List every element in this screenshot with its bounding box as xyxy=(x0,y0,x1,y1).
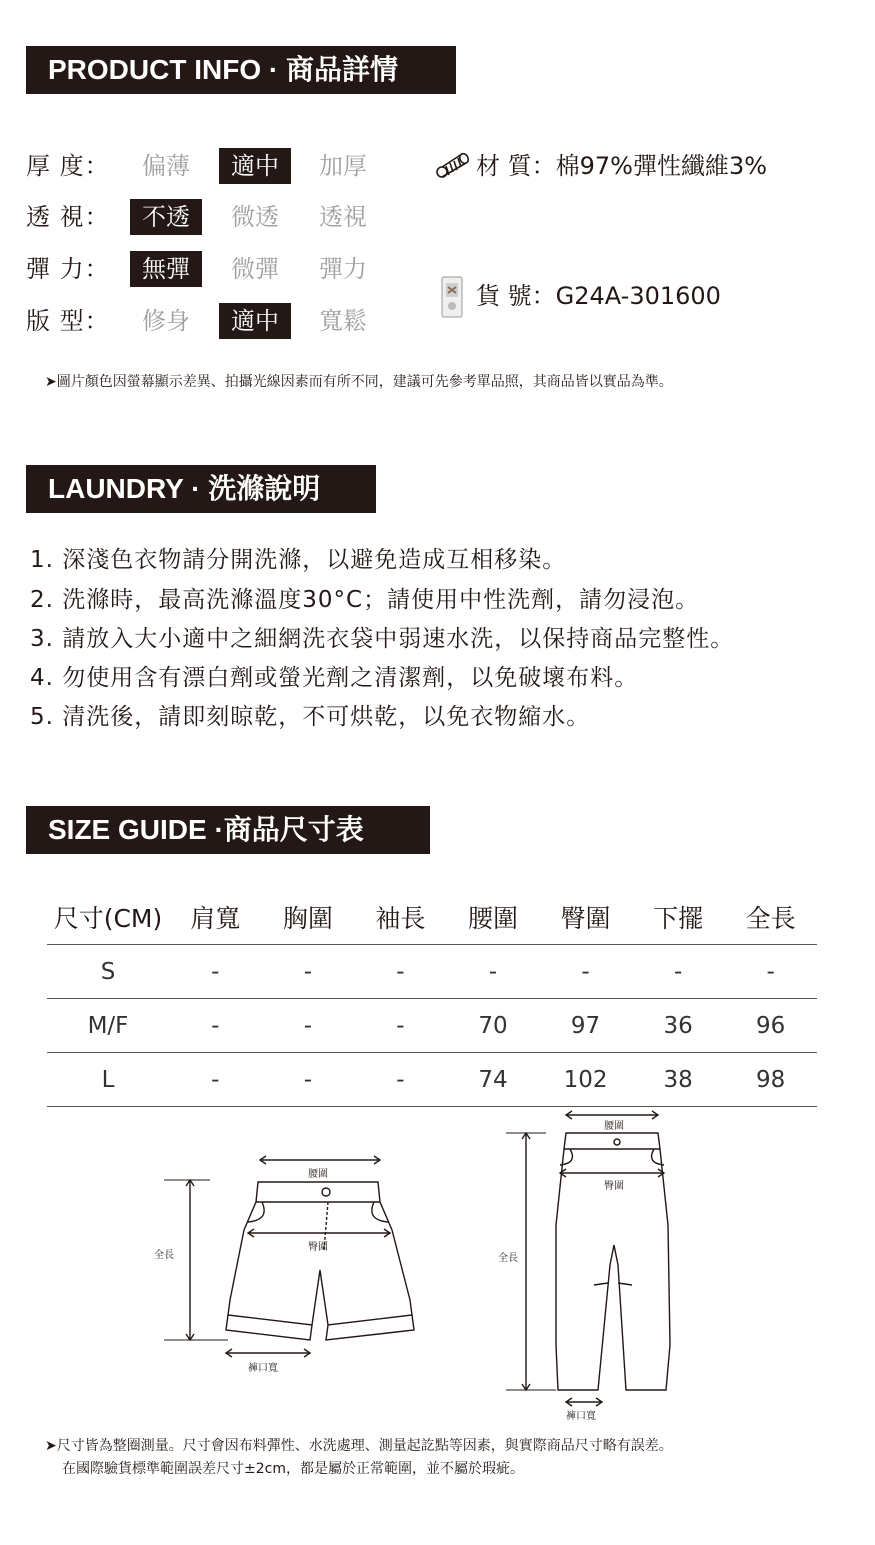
shorts-hem-label: 褲口寬 xyxy=(248,1363,278,1374)
clothing-tag-icon xyxy=(440,275,466,323)
size-disclaimer-line1: ➤尺寸皆為整圈測量。尺寸會因布料彈性、水洗處理、測量起訖點等因素，與實際商品尺寸略有誤差。 xyxy=(45,1438,673,1454)
pants-diagram xyxy=(490,1105,690,1425)
product-info-header: PRODUCT INFO · 商品詳情 xyxy=(26,46,456,94)
option-medium-selected: 適中 xyxy=(219,148,291,184)
option-no-stretch-selected: 無彈 xyxy=(130,251,202,287)
item-number-spec xyxy=(476,278,721,314)
attr-label: 透 視： xyxy=(26,203,110,231)
column-header: 肩寬 xyxy=(169,890,262,945)
shorts-length-label: 全長 xyxy=(154,1250,174,1261)
table-cell: - xyxy=(354,945,447,999)
shorts-hip-label: 臀圍 xyxy=(308,1242,328,1253)
attr-label: 版 型： xyxy=(26,307,110,335)
option-stretch: 彈力 xyxy=(319,255,367,283)
column-header: 尺寸(CM) xyxy=(47,890,169,945)
laundry-header: LAUNDRY · 洗滌說明 xyxy=(26,465,376,513)
option-thin: 偏薄 xyxy=(142,152,190,180)
table-row xyxy=(47,999,817,1053)
option-slight-sheer: 微透 xyxy=(231,203,279,231)
column-header: 胸圍 xyxy=(262,890,355,945)
size-table xyxy=(47,890,817,1107)
attr-row-transparency xyxy=(26,199,406,235)
table-cell: 96 xyxy=(724,999,817,1053)
table-cell: 38 xyxy=(632,1053,725,1107)
laundry-item: 4. 勿使用含有漂白劑或螢光劑之清潔劑，以免破壞布料。 xyxy=(30,665,639,691)
table-cell: 97 xyxy=(539,999,632,1053)
option-sheer: 透視 xyxy=(319,203,367,231)
item-number-label: 貨 號： xyxy=(476,282,556,310)
option-opaque-selected: 不透 xyxy=(130,199,202,235)
table-row xyxy=(47,945,817,999)
color-disclaimer: ➤圖片顏色因螢幕顯示差異、拍攝光線因素而有所不同，建議可先參考單品照，其商品皆以實品為準。 xyxy=(45,374,673,390)
option-slim: 修身 xyxy=(142,307,190,335)
table-cell: - xyxy=(354,999,447,1053)
attr-label: 彈 力： xyxy=(26,255,110,283)
table-cell: 36 xyxy=(632,999,725,1053)
table-cell: - xyxy=(262,999,355,1053)
table-cell: 70 xyxy=(447,999,540,1053)
pants-waist-label: 腰圍 xyxy=(604,1121,624,1132)
laundry-item: 1. 深淺色衣物請分開洗滌，以避免造成互相移染。 xyxy=(30,547,567,573)
option-loose: 寬鬆 xyxy=(319,307,367,335)
column-header: 下擺 xyxy=(632,890,725,945)
column-header: 腰圍 xyxy=(447,890,540,945)
attr-row-fit xyxy=(26,303,406,339)
table-cell: - xyxy=(447,945,540,999)
attr-label: 厚 度： xyxy=(26,152,110,180)
column-header: 全長 xyxy=(724,890,817,945)
thread-spool-icon xyxy=(434,150,472,184)
material-label: 材 質： xyxy=(476,152,556,180)
pants-hem-label: 褲口寬 xyxy=(566,1411,596,1422)
table-cell: - xyxy=(169,999,262,1053)
shorts-waist-label: 腰圍 xyxy=(308,1169,328,1180)
option-slight-stretch: 微彈 xyxy=(231,255,279,283)
attr-row-thickness xyxy=(26,148,406,184)
option-thick: 加厚 xyxy=(319,152,367,180)
laundry-item: 3. 請放入大小適中之細網洗衣袋中弱速水洗，以保持商品完整性。 xyxy=(30,626,735,652)
attr-row-elasticity xyxy=(26,251,406,287)
size-cell: L xyxy=(47,1053,169,1107)
laundry-item: 2. 洗滌時，最高洗滌溫度30°C；請使用中性洗劑，請勿浸泡。 xyxy=(30,587,700,613)
pants-length-label: 全長 xyxy=(498,1253,518,1264)
table-cell: - xyxy=(169,1053,262,1107)
pants-hip-label: 臀圍 xyxy=(604,1181,624,1192)
item-number-value: G24A-301600 xyxy=(555,282,721,310)
table-cell: 74 xyxy=(447,1053,540,1107)
table-cell: - xyxy=(262,945,355,999)
table-cell: - xyxy=(262,1053,355,1107)
size-guide-header: SIZE GUIDE ·商品尺寸表 xyxy=(26,806,430,854)
table-cell: - xyxy=(169,945,262,999)
shorts-diagram xyxy=(140,1140,440,1380)
table-cell: 98 xyxy=(724,1053,817,1107)
size-disclaimer-line2: 在國際驗貨標準範圍誤差尺寸±2cm，都是屬於正常範圍，並不屬於瑕疵。 xyxy=(62,1461,524,1477)
material-value: 棉97%彈性纖維3% xyxy=(555,152,768,180)
laundry-item: 5. 清洗後，請即刻晾乾，不可烘乾，以免衣物縮水。 xyxy=(30,704,591,730)
option-regular-selected: 適中 xyxy=(219,303,291,339)
table-row xyxy=(47,1053,817,1107)
material-spec xyxy=(476,148,767,184)
table-cell: 102 xyxy=(539,1053,632,1107)
size-cell: S xyxy=(47,945,169,999)
size-table-header-row xyxy=(47,890,817,945)
table-cell: - xyxy=(539,945,632,999)
size-cell: M/F xyxy=(47,999,169,1053)
table-cell: - xyxy=(354,1053,447,1107)
table-cell: - xyxy=(724,945,817,999)
table-cell: - xyxy=(632,945,725,999)
column-header: 臀圍 xyxy=(539,890,632,945)
column-header: 袖長 xyxy=(354,890,447,945)
